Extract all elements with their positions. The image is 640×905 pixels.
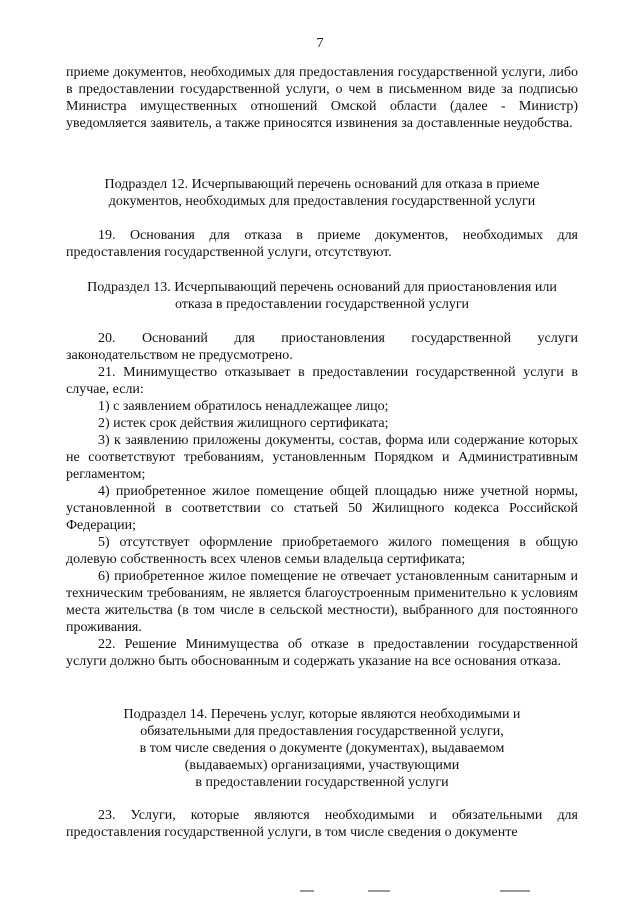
page-number: 7 — [316, 36, 324, 51]
intro-paragraph: приеме документов, необходимых для предоставления государственной услуги, либо в предоставлении государственной услуги, о чем в письменном виде за подписью Министра имущественных отношений Омской области (далее - Министр) уведомляется заявитель, а также приносятся извинения за доставленные неудобства. — [66, 65, 578, 131]
subsection-13-title: Подраздел 13. Исчерпывающий перечень оснований для приостановления или отказа в предоставлении государственной услуги — [87, 280, 557, 312]
subsection-14-line: в предоставлении государственной услуги — [195, 775, 449, 790]
subsection-14-title — [90, 706, 554, 791]
scan-artifact — [500, 890, 530, 892]
list-item: 1) с заявлением обратилось ненадлежащее лицо; — [98, 399, 389, 414]
item-21-intro: 21. Минимущество отказывает в предоставлении государственной услуги в случае, если: — [66, 365, 578, 397]
list-item: 6) приобретенное жилое помещение не отвечает установленным санитарным и техническим требованиям, не является благоустроенным применительно к условиям места жительства (в том числе в сельской местности), выбранного для постоянного проживания. — [66, 569, 578, 635]
subsection-14-line: (выдаваемых) организациями, участвующими — [184, 758, 460, 773]
list-item: 3) к заявлению приложены документы, состав, форма или содержание которых не соответствуют требованиям, установленным Порядком и Административным регламентом; — [66, 433, 578, 482]
scan-artifact — [368, 890, 390, 892]
scan-artifact — [300, 890, 314, 892]
list-item: 2) истек срок действия жилищного сертификата; — [98, 416, 389, 431]
item-22: 22. Решение Минимущества об отказе в предоставлении государственной услуги должно быть обоснованным и содержать указание на все основания отказа. — [66, 637, 578, 669]
subsection-14-line: в том числе сведения о документе (документах), выдаваемом — [139, 741, 505, 756]
item-23: 23. Услуги, которые являются необходимыми и обязательными для предоставления государственной услуги, в том числе сведения о документе — [66, 808, 578, 840]
subsection-12-title: Подраздел 12. Исчерпывающий перечень оснований для отказа в приеме документов, необходимых для предоставления государственной услуги — [104, 177, 540, 209]
list-item: 4) приобретенное жилое помещение общей площадью ниже учетной нормы, установленной в соответствии со статьей 50 Жилищного кодекса Российской Федерации; — [66, 484, 578, 533]
item-19: 19. Основания для отказа в приеме документов, необходимых для предоставления государственной услуги, отсутствуют. — [66, 228, 578, 260]
subsection-14-line: Подраздел 14. Перечень услуг, которые являются необходимыми и — [123, 707, 521, 722]
item-20: 20. Оснований для приостановления государственной услуги законодательством не предусмотрено. — [66, 331, 578, 363]
list-item: 5) отсутствует оформление приобретаемого жилого помещения в общую долевую собственность всех членов семьи владельца сертификата; — [66, 535, 578, 567]
subsection-14-line: обязательными для предоставления государственной услуги, — [140, 724, 504, 739]
